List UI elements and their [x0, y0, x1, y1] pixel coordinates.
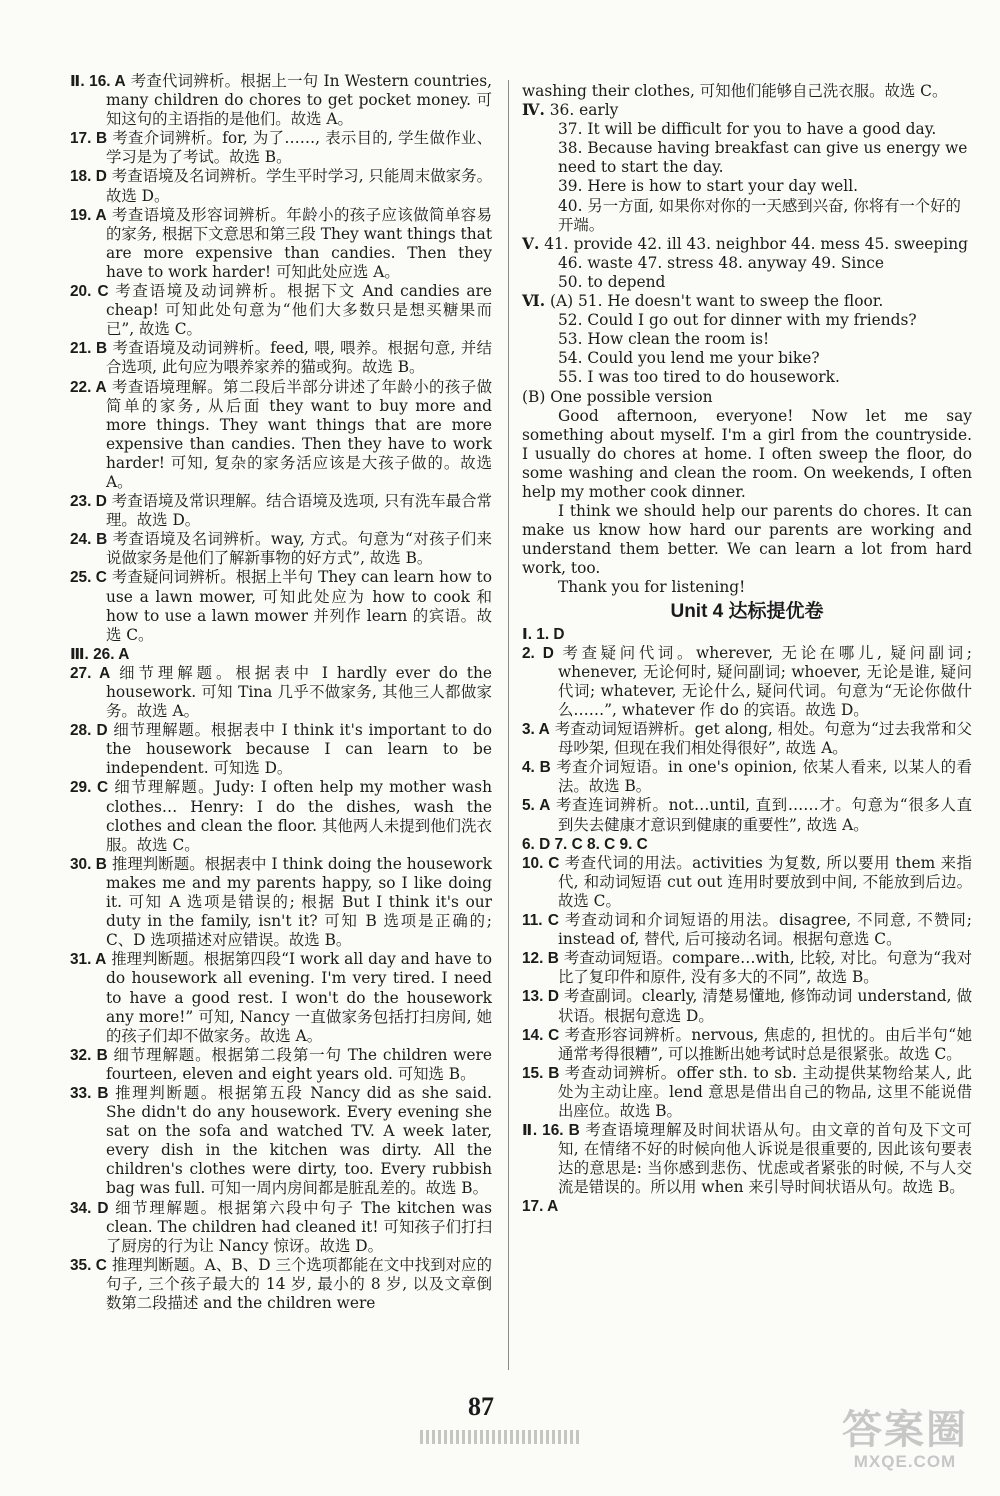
explanation-text: 考查动词短语辨析。get along, 相处。句意为“过去我常和父母吵架, 但现在我们相处得很好”, 故选 A。 [554, 720, 972, 758]
explanation-text: 细节理解题。根据表中 I hardly ever do the housework. 可知 Tina 几乎不做家务, 其他三人都做家务。故选 A。 [106, 663, 492, 721]
answer-item [70, 1046, 492, 1084]
question-number: 30. B [70, 855, 107, 873]
page-number: 87 [468, 1392, 494, 1421]
answer-line: 39. Here is how to start your day well. [558, 177, 859, 196]
question-number: 24. B [70, 531, 108, 549]
question-number: 12. B [522, 950, 559, 968]
answer-item [522, 758, 972, 796]
question-number: 15. B [522, 1064, 560, 1082]
question-number: 25. C [70, 569, 107, 587]
answer-item [70, 568, 492, 644]
question-number: 35. C [70, 1256, 107, 1274]
answer-item [70, 129, 492, 167]
explanation-text: 推理判断题。根据第四段“I work all day and have to do housework all evening. I'm very tired. I need to have a good rest. I won't do the housework any more!” 可知, Nancy 一直做家务包括打扫房间, 她的孩子们却不做家务。故选 A。 [106, 950, 492, 1045]
answer-item [522, 949, 972, 987]
answer-line: 53. How clean the room is! [558, 330, 770, 349]
footer-decoration [420, 1430, 580, 1444]
answer-item [70, 492, 492, 530]
writing-paragraph: I think we should help our parents do chores. It can make us know how hard our parents are working and understand them better. We can learn a lot from hard work, too. [522, 502, 972, 578]
answer-item [522, 796, 972, 834]
question-number: 23. D [70, 493, 107, 511]
answer-line: (A) 51. He doesn't want to sweep the floor. [549, 292, 884, 311]
explanation-text: 细节理解题。Judy: I often help my mother wash clothes… Henry: I do the dishes, wash the clothes and clean the floor. 其他两人未提到他们洗衣服。故选 C。 [106, 778, 492, 854]
question-number: 14. C [522, 1026, 560, 1044]
explanation-text: 考查语境及名词辨析。学生平时学习, 只能周末做家务。故选 D。 [106, 167, 492, 205]
section-label: Ⅴ. [522, 234, 540, 253]
watermark-url: MXQE.COM [853, 1452, 957, 1471]
explanation-text: 考查动词短语。compare…with, 比较, 对比。句意为“我对比了复印件和原件, 没有多大的不同”, 故选 B。 [558, 949, 972, 987]
explanation-text: 考查动词和介词短语的用法。disagree, 不同意, 不赞同; instead of, 替代, 后可接动名词。根据句意选 C。 [558, 911, 972, 949]
answer-line: 46. waste 47. stress 48. anyway 49. Since [558, 253, 884, 272]
continued-answer: washing their clothes, 可知他们能够自己洗衣服。故选 C。 [522, 82, 948, 100]
explanation-text: 细节理解题。根据表中 I think it's important to do the housework because I can learn to be independent. 可知选 D。 [106, 721, 492, 778]
answer-item [522, 1064, 972, 1121]
answer-item [522, 1026, 972, 1064]
answer-item [522, 987, 972, 1025]
writing-paragraph: Good afternoon, everyone! Now let me say something about myself. I'm a girl from the countryside. I usually do chores at home. I often sweep the floor, do some washing and clean the room. On weekends, I often help my mother cook dinner. [522, 406, 972, 501]
question-number: 13. D [522, 988, 559, 1006]
explanation-text: 考查语境及常识理解。结合语境及选项, 只有洗车最合常理。故选 D。 [106, 492, 492, 530]
answer-line: 40. 另一方面, 如果你对你的一天感到兴奋, 你将有一个好的开端。 [558, 196, 961, 234]
explanation-text: 考查介词辨析。for, 为了……, 表示目的, 学生做作业、学习是为了考试。故选 B。 [106, 129, 492, 167]
explanation-text: 考查连词辨析。not…until, 直到……才。句意为“很多人直到失去健康才意识到健康的重要性”, 故选 A。 [555, 796, 972, 834]
answer-item [70, 645, 492, 664]
question-number: 4. B [522, 759, 551, 777]
answer-item [70, 167, 492, 205]
explanation-text: 细节理解题。根据第二段第一句 The children were fourteen, eleven and eight years old. 可知选 B。 [106, 1045, 492, 1083]
answer-item [522, 1121, 972, 1197]
answer-item [70, 721, 492, 778]
answer-line: 37. It will be difficult for you to have a good day. [558, 120, 937, 139]
answer-line: 50. to depend [558, 272, 666, 291]
answer-item [522, 1197, 972, 1216]
explanation-text: 考查代词辨析。根据上一句 In Western countries, many children do chores to get pocket money. 可知这句的主语指的是他们。故选 A。 [106, 72, 492, 129]
question-number: 32. B [70, 1046, 108, 1064]
question-number: 10. C [522, 854, 560, 872]
answer-line: 41. provide 42. ill 43. neighbor 44. mess 45. sweeping [544, 234, 968, 253]
answer-item [522, 720, 972, 758]
question-number: Ⅱ. 16. A [70, 73, 126, 90]
column-divider [508, 80, 509, 1370]
right-column [522, 82, 972, 1217]
answer-item [70, 282, 492, 339]
answer-item [70, 339, 492, 377]
explanation-text: 考查语境理解。第二段后半部分讲述了年龄小的孩子做简单的家务, 从后面 they want to buy more and more things. They want things that are more expensive than candies. Then they have to work harder! 可知, 复杂的家务活应该是大孩子做的。故选 A。 [106, 377, 492, 491]
explanation-text: 考查形容词辨析。nervous, 焦虑的, 担忧的。由后半句“她通常考得很糟”, 可以推断出她考试时总是很紧张。故选 C。 [558, 1025, 972, 1063]
left-column [70, 72, 492, 1313]
explanation-text: 考查代词的用法。activities 为复数, 所以要用 them 来指代, 和动词短语 cut out 连用时要放到中间, 不能放到后边。故选 C。 [558, 853, 972, 910]
answer-item [522, 625, 972, 644]
explanation-text: 推理判断题。A、B、D 三个选项都能在文中找到对应的句子, 三个孩子最大的 14 岁, 最小的 8 岁, 以及文章倒数第二段描述 and the children were [106, 1255, 492, 1312]
question-number: 34. D [70, 1199, 109, 1217]
answer-item [522, 911, 972, 949]
question-number: Ⅱ. 16. B [522, 1122, 580, 1140]
section-v [522, 235, 972, 292]
question-number: 6. D 7. C 8. C 9. C [522, 835, 648, 853]
explanation-text: 考查副词。clearly, 清楚易懂地, 修饰动词 understand, 做状语。根据句意选 D。 [558, 987, 972, 1025]
answer-item [70, 1084, 492, 1199]
answer-item [522, 835, 972, 854]
explanation-text: 考查疑问词辨析。根据上半句 They can learn how to use a lawn mower, 可知此处应为 how to cook 和 how to use a lawn mower 并列作 learn 的宾语。故选 C。 [106, 568, 492, 644]
answer-item [522, 854, 972, 911]
answer-line: 38. Because having breakfast can give us energy we need to start the day. [558, 139, 968, 177]
question-number: 21. B [70, 340, 108, 358]
answer-line: 52. Could I go out for dinner with my friends? [558, 311, 917, 330]
answer-item [70, 950, 492, 1045]
answer-item [70, 855, 492, 950]
question-number: 11. C [522, 912, 560, 930]
explanation-text: 考查动词辨析。offer sth. to sb. 主动提供某物给某人, 此处为主动让座。lend 意思是借出自己的物品, 这里不能说借出座位。故选 B。 [558, 1063, 972, 1120]
answer-item [70, 530, 492, 568]
explanation-text: 考查语境及动词辨析。根据下文 And candies are cheap! 可知此处句意为“他们大多数只是想买糖果而已”, 故选 C。 [106, 282, 492, 339]
answer-item [70, 72, 492, 129]
question-number: Ⅲ. 26. A [70, 645, 130, 663]
unit-title: Unit 4 达标提优卷 [670, 600, 824, 622]
question-number: 18. D [70, 168, 107, 186]
watermark-logo [830, 1408, 980, 1478]
unit4-answers [522, 625, 972, 1217]
writing-paragraph: Thank you for listening! [558, 578, 746, 597]
section-label: Ⅳ. [522, 101, 545, 120]
answer-item [70, 778, 492, 854]
question-number: 27. A [70, 664, 111, 682]
section-label: Ⅵ. [522, 292, 546, 311]
explanation-text: 考查疑问代词。wherever, 无论在哪儿, 疑问副词; whenever, 无论何时, 疑问副词; whoever, 无论是谁, 疑问代词; whatever, 无论什么, 疑问代词。句意为“无论你做什么……”, whatever 作 do 的宾语。故选 D。 [558, 643, 972, 719]
question-number: 17. A [522, 1198, 559, 1216]
explanation-text: 推理判断题。根据第五段 Nancy did as she said. She didn't do any housework. Every evening she sat on the sofa and watched TV. A week later, every dish in the kitchen was dirty. All the children's clothes were dirty, too. Every rubbish bag was full. 可知一周内房间都是脏乱差的。故选 B。 [106, 1083, 492, 1198]
answer-line: 55. I was too tired to do housework. [558, 368, 840, 387]
question-number: Ⅰ. 1. D [522, 625, 565, 643]
answer-item [70, 206, 492, 282]
explanation-text: 细节理解题。根据第六段中句子 The kitchen was clean. The children had cleaned it! 可知孩子们打扫了厨房的行为让 Nancy 惊讶。故选 D。 [106, 1198, 492, 1255]
question-number: 29. C [70, 779, 109, 797]
question-number: 5. A [522, 797, 551, 815]
watermark-text: 答案圈 [842, 1408, 968, 1452]
question-number: 28. D [70, 722, 108, 740]
question-number: 19. A [70, 206, 107, 224]
answer-item [70, 378, 492, 493]
question-number: 33. B [70, 1084, 109, 1102]
explanation-text: 考查语境及动词辨析。feed, 喂, 喂养。根据句意, 并结合选项, 此句应为喂养家养的猫或狗。故选 B。 [106, 339, 492, 377]
explanation-text: 考查语境理解及时间状语从句。由文章的首句及下文可知, 在情绪不好的时候向他人诉说是很重要的, 因此该句要表达的意思是: 当你感到悲伤、忧虑或者紧张的时候, 不与人交流是错误的。所以用 when 来引导时间状语从句。故选 B。 [558, 1121, 972, 1197]
answer-item [70, 1256, 492, 1313]
question-number: 22. A [70, 378, 107, 396]
explanation-text: 考查语境及名词辨析。way, 方式。句意为“对孩子们来说做家务是他们了解新事物的好方式”, 故选 B。 [106, 530, 492, 568]
question-number: 3. A [522, 721, 550, 739]
question-number: 20. C [70, 283, 109, 301]
question-number: 17. B [70, 130, 108, 148]
answer-item [70, 1199, 492, 1256]
answer-line: 54. Could you lend me your bike? [558, 349, 820, 368]
answer-item [70, 664, 492, 721]
question-number: 31. A [70, 951, 107, 969]
question-number: 2. D [522, 644, 554, 662]
explanation-text: 推理判断题。根据表中 I think doing the housework makes me and my parents happy, so I like doing it. 可知 A 选项是错误的; 根据 But I think it's our duty in the family, isn't it? 可知 B 选项是正确的; C、D 选项描述对应错误。故选 B。 [106, 854, 492, 950]
writing-label: (B) One possible version [522, 387, 713, 406]
answer-line: 36. early [549, 101, 619, 120]
explanation-text: 考查介词短语。in one's opinion, 依某人看来, 以某人的看法。故选 B。 [556, 758, 972, 796]
section-iv [522, 101, 972, 235]
explanation-text: 考查语境及形容词辨析。年龄小的孩子应该做简单容易的家务, 根据下文意思和第三段 They want things that are more expensive than candies. Then they have to work harder! 可知此处应选 A。 [106, 205, 492, 281]
section-vi [522, 292, 972, 598]
answer-item [522, 644, 972, 720]
